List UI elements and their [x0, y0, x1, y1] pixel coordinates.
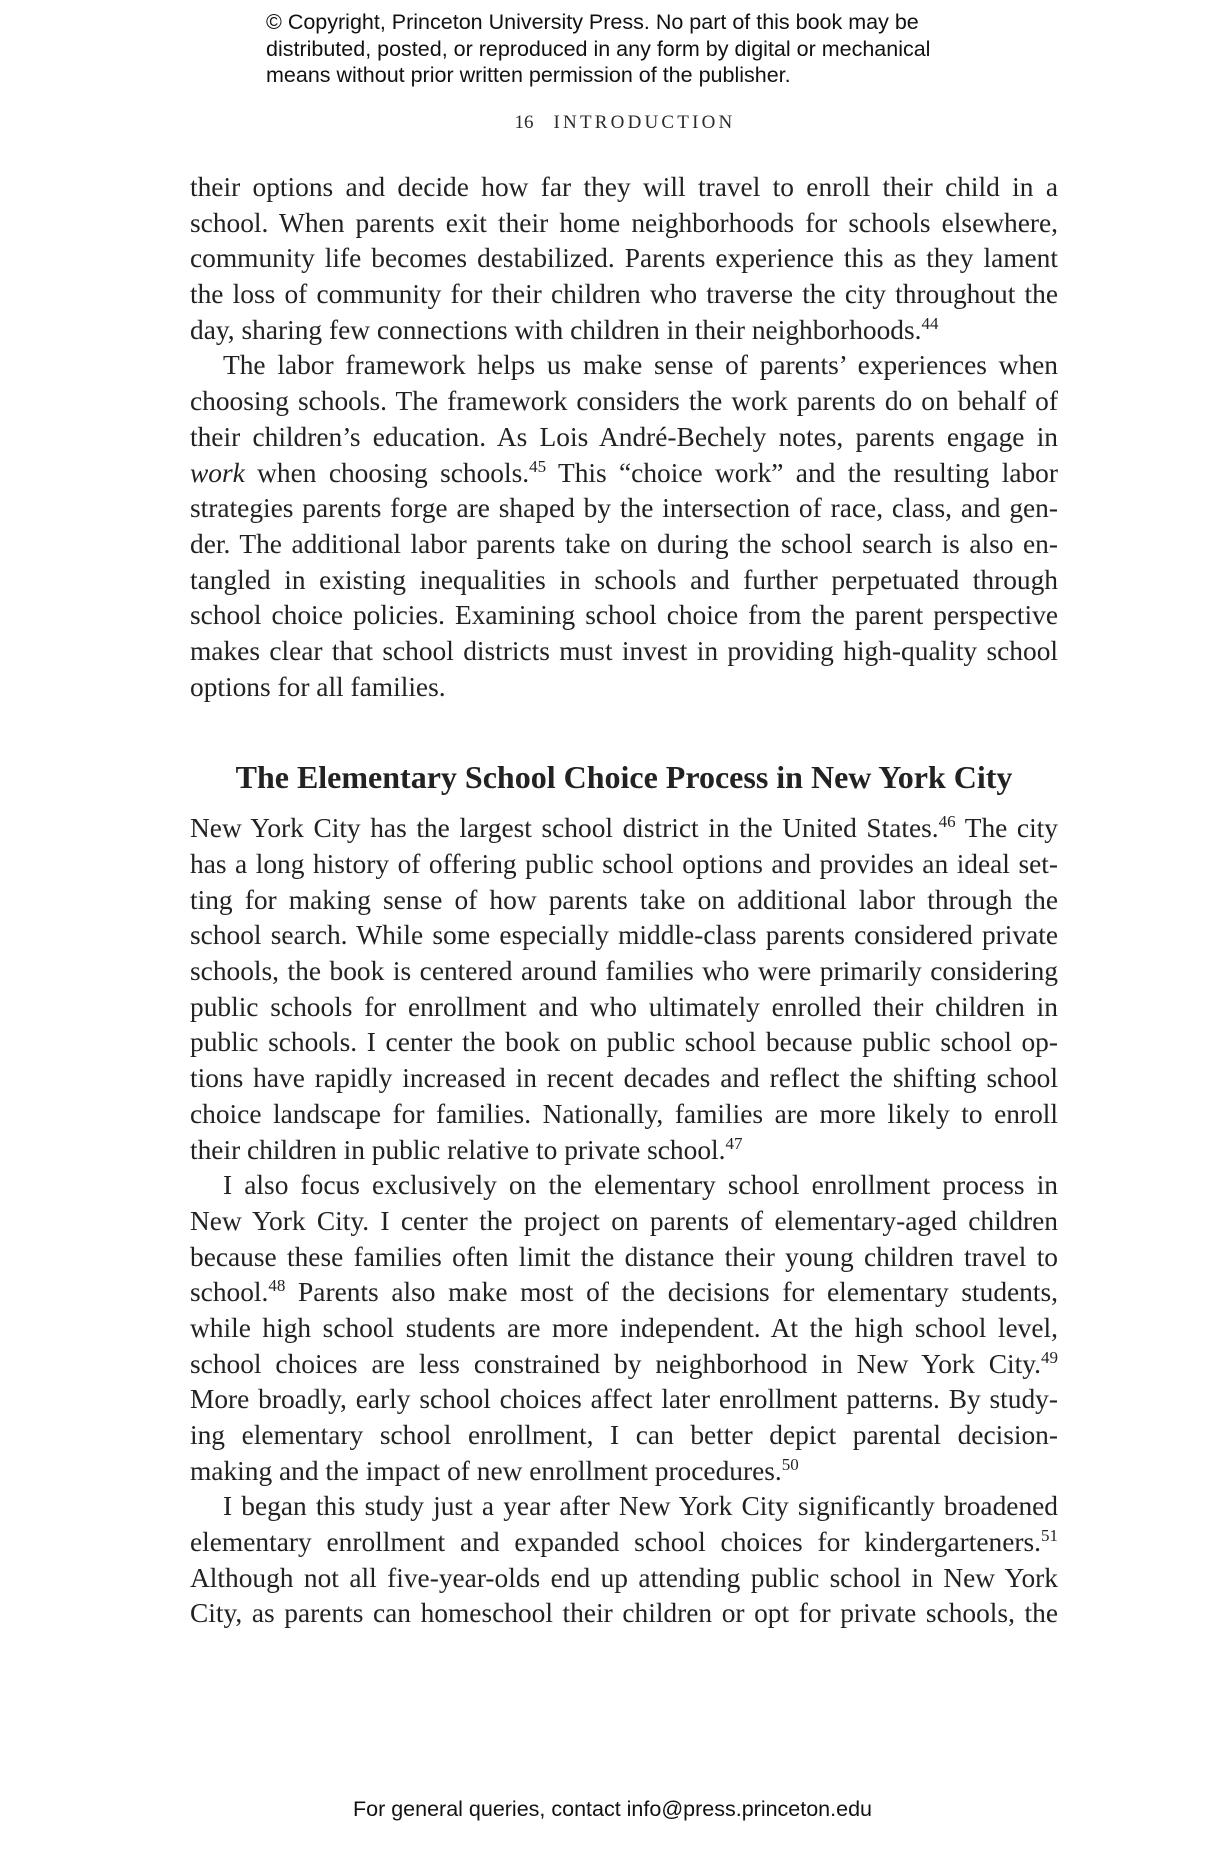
footnote-ref[interactable]: 47 — [725, 1133, 743, 1153]
text-line: because these families often limit the distance their young children travel to — [190, 1241, 1058, 1272]
text-span: making and the impact of new enrollment procedures. — [190, 1455, 782, 1486]
paragraph — [190, 348, 1058, 705]
footnote-ref[interactable]: 44 — [921, 313, 939, 333]
italic-word: work — [190, 457, 245, 488]
text-line: strategies parents forge are shaped by the intersection of race, class, and gen- — [190, 493, 1058, 524]
text-line: City, as parents can homeschool their children or opt for private schools, the — [190, 1598, 1058, 1629]
text-line: I began this study just a year after New York City significantly broadened — [223, 1491, 1058, 1522]
text-line: More broadly, early school choices affect later enrollment patterns. By study- — [190, 1384, 1058, 1415]
footnote-ref[interactable]: 49 — [1041, 1347, 1058, 1367]
copyright-line: means without prior written permission of the publisher. — [266, 63, 791, 87]
running-head — [0, 112, 1225, 134]
text-line: has a long history of offering public school options and provides an ideal set- — [190, 849, 1058, 879]
text-line: New York City. I center the project on parents of elementary-aged children — [190, 1205, 1058, 1236]
text-line: ting for making sense of how parents take on additional labor through the — [190, 884, 1058, 915]
text-line: choosing schools. The framework considers the work parents do on behalf of — [190, 386, 1058, 417]
text-span: day, sharing few connections with children in their neighborhoods. — [190, 314, 922, 345]
text-line: I also focus exclusively on the elementary school enrollment process in — [223, 1170, 1058, 1201]
paragraph — [190, 1489, 1058, 1632]
footnote-ref[interactable]: 50 — [781, 1454, 799, 1474]
text-line: public schools for enrollment and who ultimately enrolled their children in — [190, 991, 1058, 1022]
text-line — [190, 1347, 1058, 1383]
text-line: choice landscape for families. Nationally, families are more likely to enroll — [190, 1098, 1058, 1129]
page-number: 16 — [514, 112, 534, 133]
text-line: the loss of community for their children who traverse the city throughout the — [190, 279, 1058, 310]
text-line — [190, 313, 1058, 349]
footnote-ref[interactable]: 46 — [938, 812, 956, 832]
text-line — [190, 1525, 1058, 1561]
paragraph — [190, 1168, 1058, 1489]
chapter-title: INTRODUCTION — [553, 112, 736, 133]
footnote-ref[interactable]: 51 — [1041, 1526, 1058, 1546]
text-line — [190, 456, 1058, 492]
text-line: schools, the book is centered around families who were primarily considering — [190, 956, 1058, 987]
text-line: Although not all five-year-olds end up attending public school in New York — [190, 1562, 1058, 1593]
text-span: school. — [190, 1277, 269, 1308]
text-line: tions have rapidly increased in recent decades and reflect the shifting school — [190, 1063, 1058, 1094]
text-line: public schools. I center the book on public school because public school op- — [190, 1027, 1058, 1058]
text-line: community life becomes destabilized. Parents experience this as they lament — [190, 243, 1058, 274]
footer-contact: For general queries, contact info@press.princeton.edu — [352, 1797, 872, 1821]
text-line: ing elementary school enrollment, I can better depict parental decision- — [190, 1420, 1058, 1450]
text-span: their children in public relative to private school. — [190, 1134, 726, 1165]
text-span: school choices are less constrained by neighborhood in New York City. — [190, 1348, 1041, 1379]
paragraph — [190, 811, 1058, 1168]
copyright-line: distributed, posted, or reproduced in any form by digital or mechanical — [266, 36, 931, 61]
text-line — [190, 1133, 1058, 1169]
text-span: elementary enrollment and expanded school choices for kindergarteners. — [190, 1527, 1041, 1558]
text-line: their children’s education. As Lois André-Bechely notes, parents engage in — [190, 421, 1058, 452]
copyright-line: © Copyright, Princeton University Press. No part of this book may be — [266, 10, 919, 34]
text-line: their options and decide how far they will travel to enroll their child in a — [190, 172, 1058, 202]
text-line: options for all families. — [190, 671, 446, 702]
text-line: while high school students are more independent. At the high school level, — [190, 1312, 1058, 1343]
text-span: The city — [955, 813, 1058, 844]
text-line: makes clear that school districts must invest in providing high-quality school — [190, 635, 1058, 666]
section-heading: The Elementary School Choice Process in New York City — [235, 759, 1013, 796]
body-text — [190, 170, 1058, 1632]
text-line — [190, 811, 1058, 847]
text-line: school search. While some especially middle-class parents considered private — [190, 920, 1058, 951]
text-line: school. When parents exit their home neighborhoods for schools elsewhere, — [190, 207, 1058, 238]
text-span: This “choice work” and the resulting labor — [557, 457, 1058, 488]
copyright-notice — [266, 9, 986, 89]
text-span: when choosing schools. — [257, 457, 530, 488]
text-line: der. The additional labor parents take on during the school search is also en- — [190, 528, 1058, 559]
text-line — [190, 1454, 1058, 1490]
footnote-ref[interactable]: 48 — [268, 1276, 286, 1296]
text-line: The labor framework helps us make sense of parents’ experiences when — [223, 350, 1058, 381]
text-line: school choice policies. Examining school choice from the parent perspective — [190, 600, 1058, 631]
text-line — [190, 1275, 1058, 1311]
text-span: New York City has the largest school district in the United States. — [190, 813, 939, 844]
paragraph — [190, 170, 1058, 348]
text-line: tangled in existing inequalities in schools and further perpetuated through — [190, 564, 1058, 595]
text-span: Parents also make most of the decisions for elementary students, — [285, 1277, 1058, 1308]
footnote-ref[interactable]: 45 — [529, 456, 547, 476]
